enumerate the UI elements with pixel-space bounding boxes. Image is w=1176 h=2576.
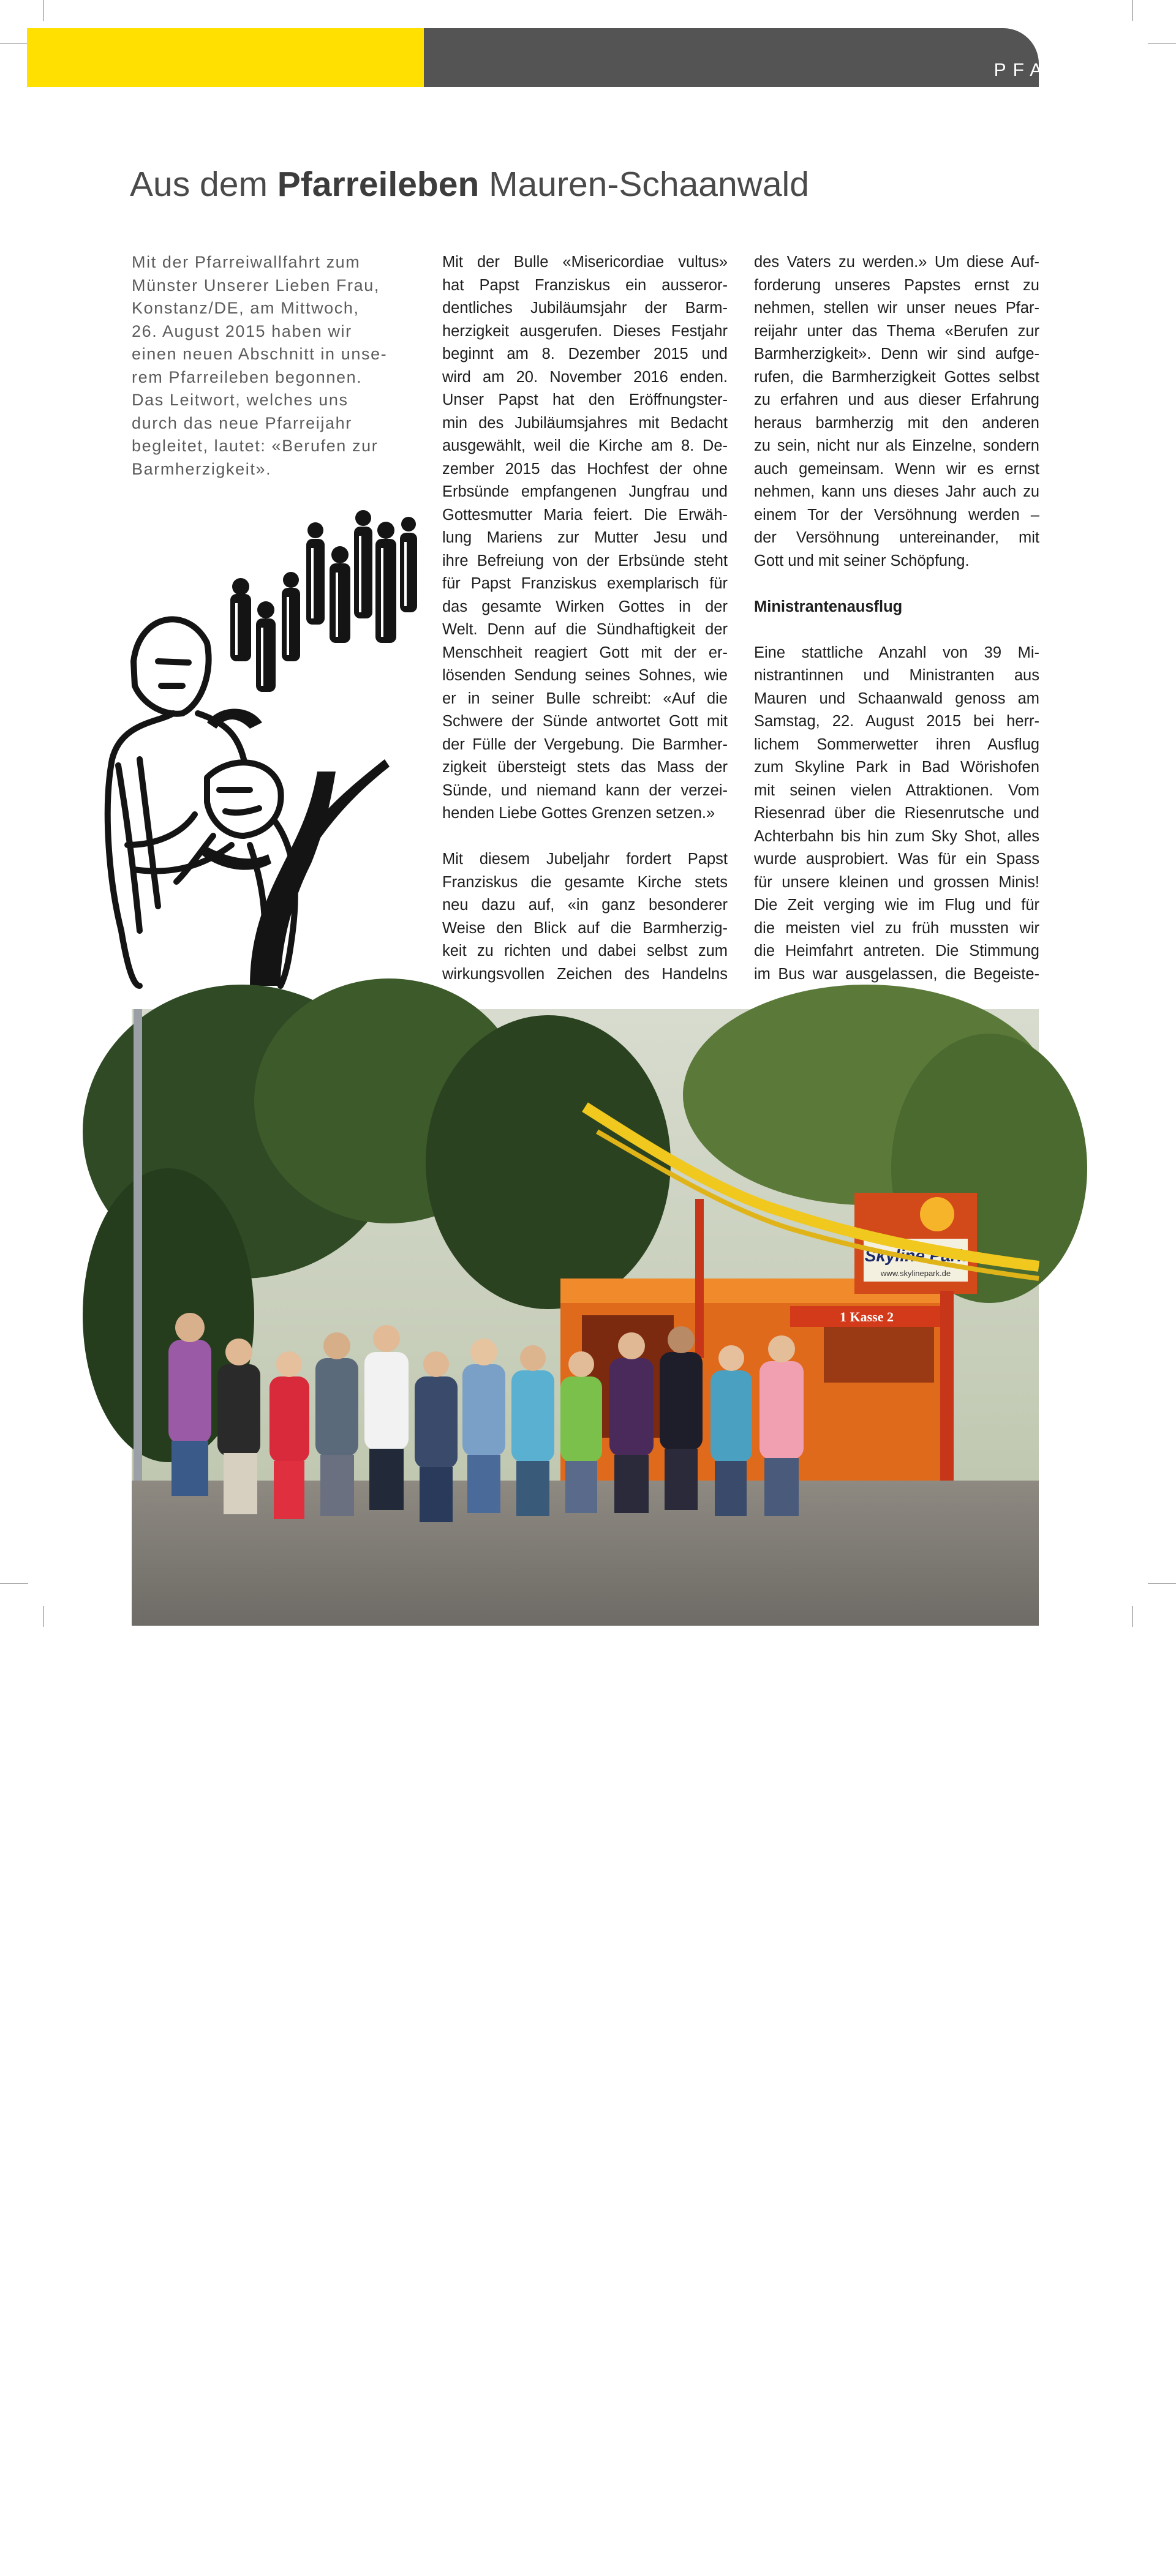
text-line: forderung unseres Papstes ernst zu bbox=[754, 276, 1039, 294]
text-line: der Fülle der Vergebung. Die Barmher- bbox=[442, 735, 728, 753]
intro-line: Das Leitwort, welches uns bbox=[132, 391, 349, 409]
paragraph-gap bbox=[754, 573, 1039, 596]
text-line: keit zu richten und dabei selbst zum bbox=[442, 942, 728, 959]
text-line: der Versöhnung untereinander, mit bbox=[754, 529, 1039, 546]
intro-lead bbox=[132, 251, 412, 481]
header-accent-bar bbox=[27, 28, 424, 87]
intro-line: 26. August 2015 haben wir bbox=[132, 321, 352, 340]
text-line: neu dazu auf, «in ganz besonderer bbox=[442, 896, 728, 914]
page-title bbox=[130, 164, 809, 205]
text-line: Mit diesem Jubeljahr fordert Papst bbox=[442, 851, 728, 868]
text-line: Samstag, 22. August 2015 bei herr- bbox=[754, 713, 1039, 730]
title-suffix: Mauren-Schaanwald bbox=[479, 165, 809, 204]
text-line: Die Zeit verging wie im Flug und für bbox=[754, 896, 1039, 914]
text-line: für unsere kleinen und grossen Minis! bbox=[754, 873, 1039, 891]
mercy-illustration bbox=[66, 502, 423, 986]
group-photo bbox=[132, 1009, 1039, 2575]
text-line: Eine stattliche Anzahl von 39 Mi- bbox=[754, 644, 1039, 661]
text-line: Schwere der Sünde antwortet Gott mit bbox=[442, 713, 728, 730]
crop-mark bbox=[0, 1583, 28, 1584]
text-line: zu erfahren und aus dieser Erfahrung bbox=[754, 391, 1039, 408]
text-line: lösenden Sendung seines Sohnes, wie bbox=[442, 667, 728, 684]
header-bar bbox=[424, 28, 1039, 87]
text-line: Barmherzigkeit». Denn wir sind aufge- bbox=[754, 345, 1039, 362]
text-line: reijahr unter das Thema «Berufen zur bbox=[754, 322, 1039, 340]
text-line: Gottesmutter Maria feiert. Die Erwäh- bbox=[442, 506, 728, 524]
text-line: beginnt am 8. Dezember 2015 und bbox=[442, 345, 728, 362]
crop-mark bbox=[1132, 1606, 1133, 1627]
text-line: Riesenrad über die Riesenrutsche und bbox=[754, 805, 1039, 822]
section-label: PFARREI bbox=[993, 60, 1120, 80]
subheading: Ministrantenausflug bbox=[754, 598, 903, 615]
kasse-label: 1 Kasse 2 bbox=[840, 1309, 894, 1324]
text-line: für Papst Franziskus exemplarisch für bbox=[442, 575, 728, 592]
text-line: Mit der Bulle «Misericordiae vultus» bbox=[442, 253, 728, 271]
text-line: das gesamte Wirken Gottes in der bbox=[442, 598, 728, 615]
text-line: zigkeit übersteigt stets das Mass der bbox=[442, 759, 728, 776]
intro-line: Münster Unserer Lieben Frau, bbox=[132, 276, 380, 295]
title-bold: Pfarreileben bbox=[277, 165, 480, 204]
paragraph bbox=[442, 848, 728, 986]
text-line: Achterbahn bis hin zum Sky Shot, alles bbox=[754, 827, 1039, 845]
paragraph bbox=[754, 251, 1039, 573]
text-line: die meisten viel zu früh mussten wir bbox=[754, 919, 1039, 937]
paragraph bbox=[754, 642, 1039, 986]
intro-line: rem Pfarreileben begonnen. bbox=[132, 367, 363, 386]
text-line: Erbsünde empfangenen Jungfrau und bbox=[442, 483, 728, 500]
crop-mark bbox=[1148, 1583, 1176, 1584]
text-line: lichem Sommerwetter ihren Ausflug bbox=[754, 735, 1039, 753]
text-line: nehmen, kann uns dieses Jahr auch zu bbox=[754, 483, 1039, 500]
text-line: herzigkeit ausgerufen. Dieses Festjahr bbox=[442, 322, 728, 340]
intro-line: Konstanz/DE, am Mittwoch, bbox=[132, 299, 360, 317]
text-line: einem Tor der Versöhnung werden – bbox=[754, 506, 1039, 524]
group-photo-scene bbox=[132, 1009, 1039, 1626]
intro-line: Mit der Pfarreiwallfahrt zum bbox=[132, 253, 361, 271]
sign-url: www.skylinepark.de bbox=[880, 1269, 951, 1278]
text-line: Sünde, und niemand kann der verzei- bbox=[442, 781, 728, 799]
page-number: 69 bbox=[873, 2555, 892, 2575]
text-line: die Heimfahrt antreten. Die Stimmung bbox=[754, 942, 1039, 959]
crop-mark bbox=[1132, 0, 1133, 21]
text-line: Mauren und Schaanwald genoss am bbox=[754, 689, 1039, 707]
text-line: rufen, die Barmherzigkeit Gottes selbst bbox=[754, 368, 1039, 386]
sign-brand: Skyline Park bbox=[864, 1246, 967, 1265]
text-line: ausgewählt, weil die Kirche am 8. De- bbox=[442, 437, 728, 454]
article-column-2 bbox=[754, 251, 1039, 986]
text-line: henden Liebe Gottes Grenzen setzen.» bbox=[442, 805, 715, 822]
text-line: heraus barmherzig mit den anderen bbox=[754, 414, 1039, 432]
intro-line: durch das neue Pfarreijahr bbox=[132, 413, 352, 432]
text-line: wird am 20. November 2016 enden. bbox=[442, 368, 728, 386]
text-line: Franziskus die gesamte Kirche stets bbox=[442, 873, 728, 891]
text-line: Gott und mit seiner Schöpfung. bbox=[754, 552, 970, 569]
intro-line: begleitet, lautet: «Berufen zur bbox=[132, 437, 379, 455]
text-line: Unser Papst hat den Eröffnungster- bbox=[442, 391, 728, 408]
text-line: Weise den Blick auf die Barmherzig- bbox=[442, 919, 728, 937]
text-line: Menschheit reagiert Gott mit der er- bbox=[442, 644, 728, 661]
article-column-1 bbox=[442, 251, 728, 986]
intro-line: Barmherzigkeit». bbox=[132, 459, 272, 478]
text-line: wurde ausprobiert. Was für ein Spass bbox=[754, 851, 1039, 868]
text-line: des Vaters zu werden.» Um diese Auf- bbox=[754, 253, 1039, 271]
paragraph-gap bbox=[754, 618, 1039, 642]
text-line: Welt. Denn auf die Sündhaftigkeit der bbox=[442, 621, 728, 638]
text-line: auch gemeinsam. Wenn wir es ernst bbox=[754, 460, 1039, 478]
text-line: wirkungsvollen Zeichen des Handelns bbox=[442, 965, 728, 983]
intro-line: einen neuen Abschnitt in unse- bbox=[132, 345, 388, 363]
text-line: mit seinen vielen Attraktionen. Vom bbox=[754, 781, 1039, 799]
text-line: ihre Befreiung von der Erbsünde steht bbox=[442, 552, 728, 569]
text-line: hat Papst Franziskus ein ausseror- bbox=[442, 276, 728, 294]
paragraph bbox=[442, 251, 728, 825]
text-line: nehmen, stellen wir unser neues Pfar- bbox=[754, 299, 1039, 317]
title-prefix: Aus dem bbox=[130, 165, 277, 204]
text-line: er in seiner Bulle schreibt: «Auf die bbox=[442, 689, 728, 707]
paragraph-gap bbox=[442, 825, 728, 849]
text-line: nistrantinnen und Ministranten aus bbox=[754, 667, 1039, 684]
text-line: im Bus war ausgelassen, die Begeiste- bbox=[754, 965, 1039, 983]
text-line: lung Mariens zur Mutter Jesu und bbox=[442, 529, 728, 546]
text-line: zum Skyline Park in Bad Wörishofen bbox=[754, 759, 1039, 776]
text-line: dentliches Jubiläumsjahr der Barm- bbox=[442, 299, 728, 317]
text-line: min des Jubiläumsjahres mit Bedacht bbox=[442, 414, 728, 432]
text-line: zu sein, nicht nur als Einzelne, sondern bbox=[754, 437, 1039, 454]
text-line: zember 2015 das Hochfest der ohne bbox=[442, 460, 728, 478]
